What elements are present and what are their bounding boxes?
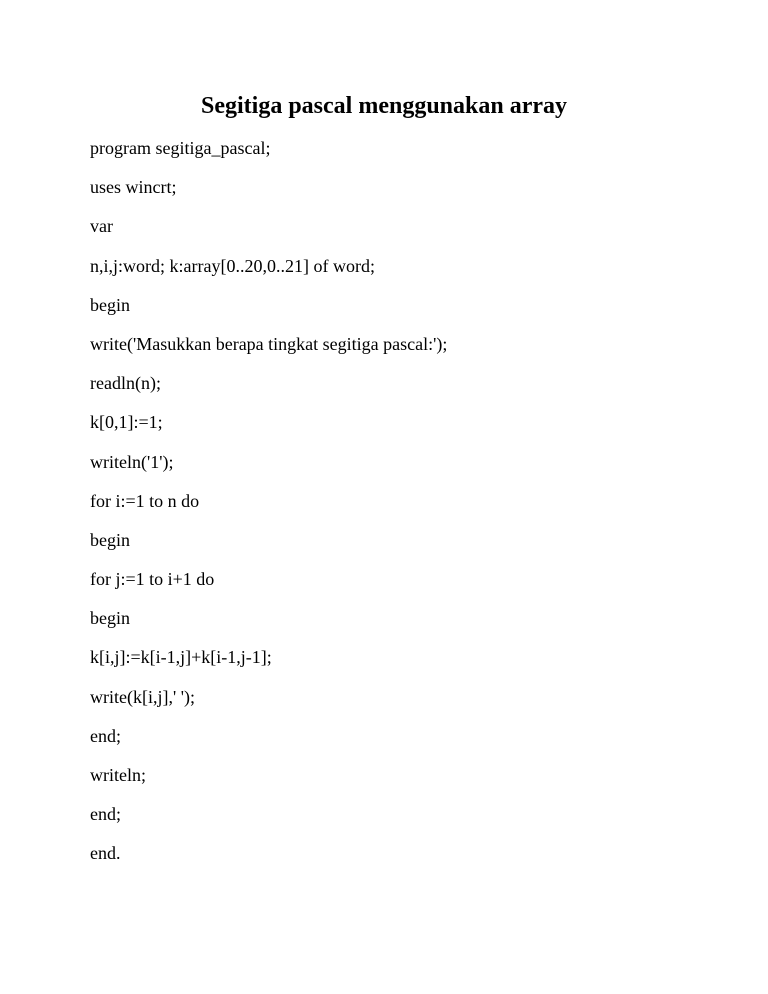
page-title: Segitiga pascal menggunakan array [200,93,568,119]
code-line: writeln('1'); [90,451,174,472]
code-line: for j:=1 to i+1 do [90,569,215,590]
code-line: for i:=1 to n do [90,490,200,511]
code-line: uses wincrt; [90,177,177,198]
code-line: end; [90,725,121,746]
code-line: k[i,j]:=k[i-1,j]+k[i-1,j-1]; [90,647,272,668]
code-listing [90,135,447,880]
code-line: write('Masukkan berapa tingkat segitiga pascal:'); [90,333,448,354]
code-line: readln(n); [90,373,161,394]
code-line: writeln; [90,765,146,785]
code-line: write(k[i,j],' '); [90,686,195,707]
code-line: begin [90,294,130,315]
code-line: n,i,j:word; k:array[0..20,0..21] of word; [90,255,375,276]
code-line: k[0,1]:=1; [90,412,163,433]
code-line: begin [90,608,130,629]
code-line: program segitiga_pascal; [90,138,271,158]
code-line: begin [90,529,130,550]
code-line: end. [90,843,121,864]
code-line: end; [90,804,121,825]
code-line: var [90,216,113,237]
